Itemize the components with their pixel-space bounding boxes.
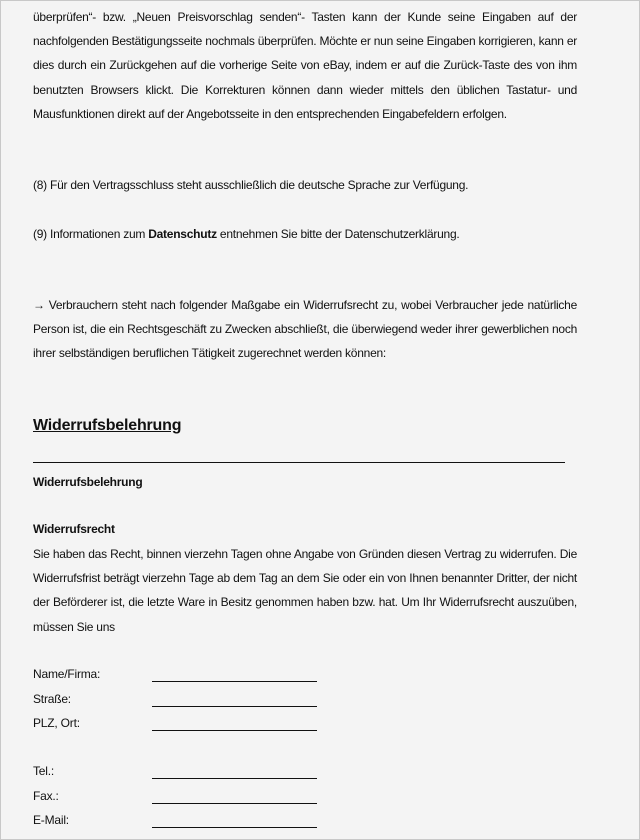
form-row-fax	[33, 789, 333, 809]
main-heading: Widerrufsbelehrung	[33, 417, 182, 434]
clause-9-text-end: entnehmen Sie bitte der Datenschutzerklärung.	[216, 227, 460, 241]
form-row-tel	[33, 764, 333, 784]
form-label: Fax.:	[33, 789, 59, 803]
form-row-street	[33, 692, 333, 712]
blank-line	[152, 730, 317, 731]
form-row-email	[33, 813, 333, 833]
consumer-paragraph: → Verbrauchern steht nach folgender Maßgabe ein Widerrufsrecht zu, wobei Verbraucher jede natürliche Person ist, die ein Rechtsgeschäft zu Zwecken abschließt, die überwiegend weder ihrer gewerblichen noch ihrer selbständigen beruflichen Tätigkeit zugerechnet werden können:	[33, 298, 577, 361]
blank-line	[152, 706, 317, 707]
section-title: Widerrufsrecht	[33, 522, 115, 536]
clause-9	[33, 222, 577, 246]
subheading: Widerrufsbelehrung	[33, 475, 143, 489]
blank-line	[152, 681, 317, 682]
divider-rule	[33, 462, 565, 463]
form-row-name	[33, 667, 333, 687]
intro-paragraph: überprüfen“- bzw. „Neuen Preisvorschlag senden“- Tasten kann der Kunde seine Eingaben auf der nachfolgenden Bestätigungsseite nochmals überprüfen. Möchte er nun seine Eingaben korrigieren, kann er dies durch ein Zurückgehen auf die vorherige Seite von eBay, indem er auf die Zurück-Taste des von ihm benutzten Browsers klickt. Die Korrekturen können dann wieder mittels den üblichen Tastatur- und Mausfunktionen direkt auf der Angebotsseite in den entsprechenden Eingabefeldern erfolgen.	[33, 10, 577, 121]
clause-8: (8) Für den Vertragsschluss steht ausschließlich die deutsche Sprache zur Verfügung.	[33, 178, 469, 192]
form-row-city	[33, 716, 333, 736]
form-label: Straße:	[33, 692, 71, 706]
clause-9-text: (9) Informationen zum	[33, 227, 149, 241]
blank-line	[152, 803, 317, 804]
form-label: Tel.:	[33, 764, 55, 778]
blank-line	[152, 778, 317, 779]
form-label: PLZ, Ort:	[33, 716, 80, 730]
blank-line	[152, 827, 317, 828]
form-label: Name/Firma:	[33, 667, 101, 681]
section-text: Sie haben das Recht, binnen vierzehn Tagen ohne Angabe von Gründen diesen Vertrag zu widerrufen. Die Widerrufsfrist beträgt vierzehn Tage ab dem Tag an dem Sie oder ein von Ihnen benannter Dritter, der nicht der Beförderer ist, die letzte Ware in Besitz genommen haben bzw. hat. Um Ihr Widerrufsrecht auszuüben, müssen Sie uns	[33, 547, 577, 634]
form-label: E-Mail:	[33, 813, 69, 827]
clause-9-bold: Datenschutz	[148, 227, 217, 241]
